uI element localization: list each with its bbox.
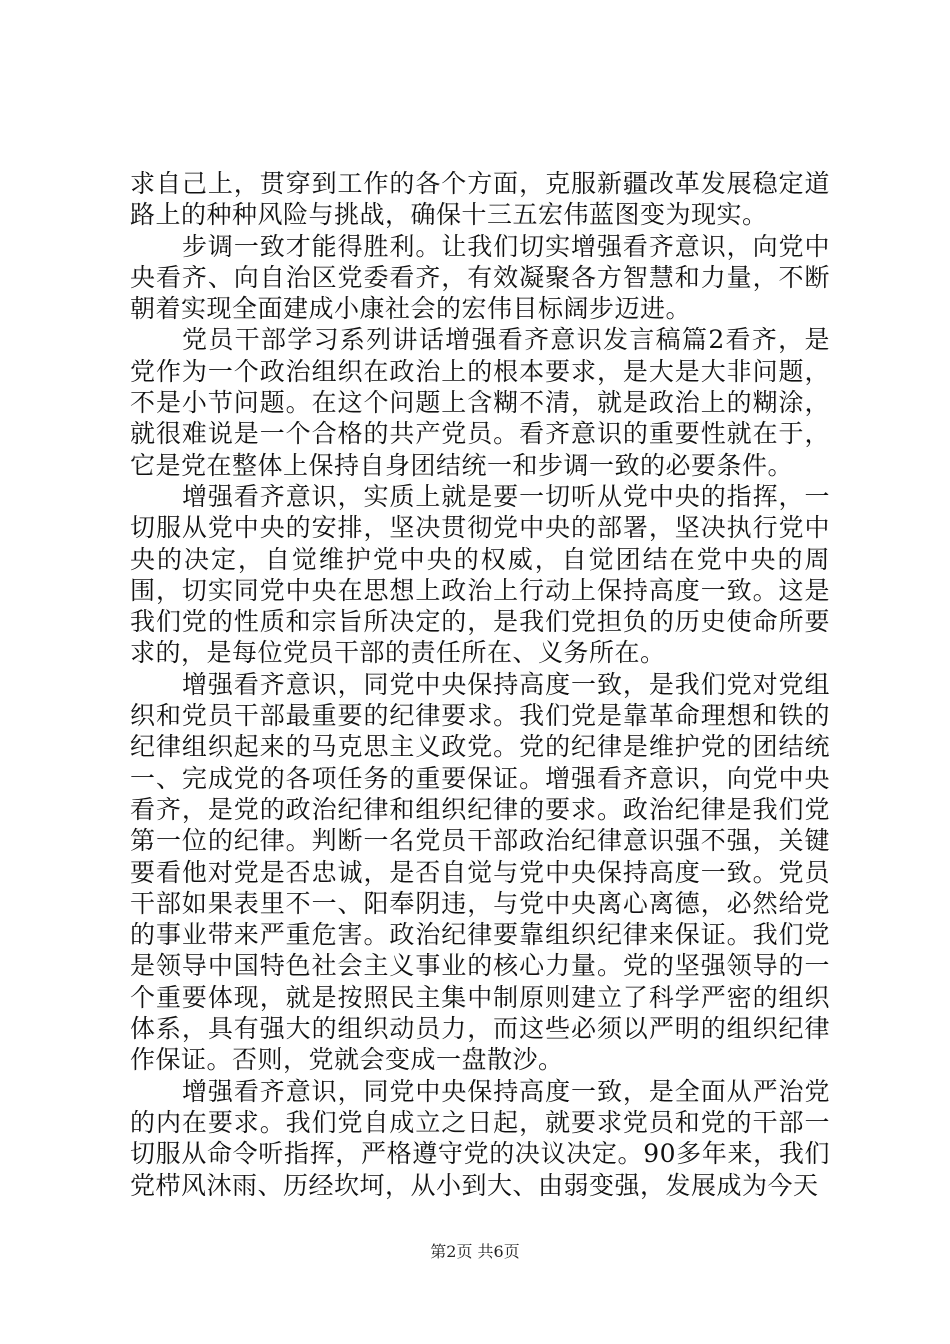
document-body [130,168,830,1201]
paragraph-5: 增强看齐意识，同党中央保持高度一致，是我们党对党组织和党员干部最重要的纪律要求。我们党是靠革命理想和铁的纪律组织起来的马克思主义政党。党的纪律是维护党的团结统一、完成党的各项任务的重要保证。增强看齐意识，向党中央看齐，是党的政治纪律和组织纪律的要求。政治纪律是我们党第一位的纪律。判断一名党员干部政治纪律意识强不强，关键要看他对党是否忠诚，是否自觉与党中央保持高度一致。党员干部如果表里不一、阳奉阴违，与党中央离心离德，必然给党的事业带来严重危害。政治纪律要靠组织纪律来保证。我们党是领导中国特色社会主义事业的核心力量。党的坚强领导的一个重要体现，就是按照民主集中制原则建立了科学严密的组织体系，具有强大的组织动员力，而这些必须以严明的组织纪律作保证。否则，党就会变成一盘散沙。 [130,669,830,1075]
page-number-footer: 第2页 共6页 [430,1242,520,1261]
paragraph-6: 增强看齐意识，同党中央保持高度一致，是全面从严治党的内在要求。我们党自成立之日起，就要求党员和党的干部一切服从命令听指挥，严格遵守党的决议决定。90多年来，我们党栉风沐雨、历经坎坷，从小到大、由弱变强，发展成为今天 [130,1076,830,1200]
paragraph-1: 求自己上，贯穿到工作的各个方面，克服新疆改革发展稳定道路上的种种风险与挑战，确保十三五宏伟蓝图变为现实。 [130,169,830,230]
paragraph-2: 步调一致才能得胜利。让我们切实增强看齐意识，向党中央看齐、向自治区党委看齐，有效凝聚各方智慧和力量，不断朝着实现全面建成小康社会的宏伟目标阔步迈进。 [130,231,830,324]
paragraph-3: 党员干部学习系列讲话增强看齐意识发言稿篇2看齐，是党作为一个政治组织在政治上的根本要求，是大是大非问题，不是小节问题。在这个问题上含糊不清，就是政治上的糊涂，就很难说是一个合格的共产党员。看齐意识的重要性就在于，它是党在整体上保持自身团结统一和步调一致的必要条件。 [130,325,830,480]
paragraph-4: 增强看齐意识，实质上就是要一切听从党中央的指挥，一切服从党中央的安排，坚决贯彻党中央的部署，坚决执行党中央的决定，自觉维护党中央的权威，自觉团结在党中央的周围，切实同党中央在思想上政治上行动上保持高度一致。这是我们党的性质和宗旨所决定的，是我们党担负的历史使命所要求的，是每位党员干部的责任所在、义务所在。 [130,481,830,668]
